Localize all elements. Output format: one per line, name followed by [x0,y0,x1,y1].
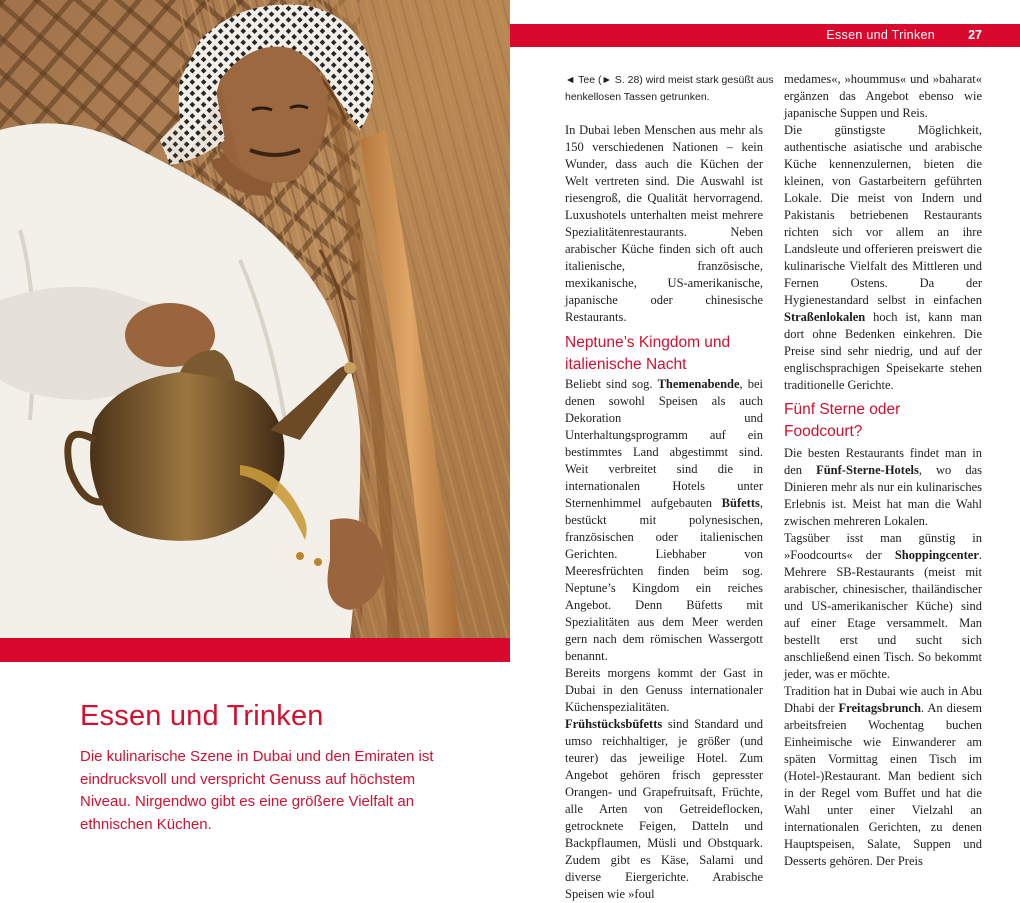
photo-caption: ◄ Tee (► S. 28) wird meist stark gesüßt aus henkellosen Tassen getrunken. [565,74,774,103]
section-heading: Neptune’s Kingdom und italienische Nacht [565,334,731,373]
photo-red-band [0,638,510,662]
body-paragraph [784,530,982,683]
right-page [510,0,1020,901]
body-paragraph [784,445,982,530]
body-paragraph [565,665,763,903]
running-header [510,24,1020,47]
chapter-title: Essen und Trinken [80,700,324,732]
text-run: , bei denen sowohl Speisen als auch Dekoration und Unterhaltungsprogramm auf ein bestimmtes Land abgestimmt sind. Weit verbreitet sind die in internationalen Hotels unter Sternenhimmel aufgebauten [565,377,763,510]
text-run: Tagsüber isst man günstig in »Foodcourts« der [784,531,982,562]
text-run: Die besten Restaurants findet man in den [784,446,982,477]
left-page [0,0,510,897]
bold-term: Fünf-Sterne-Hotels [816,463,919,477]
text-run: sind Standard und umso reichhaltiger, je größer (und teurer) das jeweilige Hotel. Zum Angebot gehören frisch gepresster Orangen- und Grapefruitsaft, Früchte, alle Arten von Getreideflocken, getrocknete Feigen, Datteln und Backpflaumen, Müsli und Obstquark. Zudem gibt es Käse, Salami und diverse Eiergerichte. Arabische Speisen wie »foul [565,717,763,901]
header-title: Essen und Trinken [826,28,935,42]
text-run: Bereits morgens kommt der Gast in Dubai in den Genuss internationaler Küchenspezialitäten. [565,666,763,714]
bold-term: Frühstücksbüfetts [565,717,663,731]
bold-term: Straßenlokalen [784,310,866,324]
chapter-intro: Die kulinarische Szene in Dubai und den Emiraten ist eindrucksvoll und verspricht Genuss auf höchstem Niveau. Nirgendwo gibt es eine größere Vielfalt an ethnischen Küchen. [80,748,434,833]
body-paragraph [784,683,982,870]
text-run: Tradition hat in Dubai wie auch in Abu Dhabi der [784,684,982,715]
section-heading: Fünf Sterne oder Foodcourt? [784,401,901,440]
text-run: . An diesem arbeitsfreien Wochentag buchen Einheimische wie Einwanderer am späten Vormittag einen Tisch im (Hotel-)Restaurant. Man bedient sich in der Regel vom Buffet und hat die Wahl unter einer Vielzahl an internationalen Gerichten, zu denen Hauptspeisen, Salate, Suppen und Desserts gehören. Der Preis [784,701,982,868]
body-paragraph: medames«, »hoummus« und »baharat« ergänzen das Angebot ebenso wie japanische Suppen und Reis. [784,72,982,120]
text-run: Beliebt sind sog. [565,377,658,391]
text-column-1 [565,122,763,903]
coffee-pouring-photo [0,0,510,638]
page-number: 27 [968,28,982,42]
bold-term: Freitagsbrunch [838,701,921,715]
body-paragraph [784,122,982,394]
bold-term: Themenabende [657,377,740,391]
text-run: Die günstigste Möglichkeit, authentische asiatische und arabische Küche kennenzulernen, bieten die kleinen, von Gastarbeitern geführten Lokale. Die meist von Indern und Pakistanis betriebenen Restaurants richten sich vor allem an ihre Landsleute und offerieren preiswert die kulinarische Vielfalt des Mittleren und Fernen Ostens. Da der Hygienestandard selbst in einfachen [784,123,982,307]
text-run: hoch ist, kann man dort ohne Bedenken einkehren. Die Preise sind sehr niedrig, und auf der englischsprachigen Speisekarte stehen traditionelle Gerichte. [784,310,982,392]
text-run: , wo das Dinieren mehr als nur ein kulinarisches Erlebnis ist. Meist hat man die Wahl zwischen mehreren Lokalen. [784,463,982,528]
bold-term: Büfetts [721,496,760,510]
text-run: . Mehrere SB-Restaurants (meist mit arabischer, chinesischer, thailändischer und US-amerikanischer Küche) sind auf einer Etage versammelt. Man bestellt erst und sucht sich anschließend einen Tisch. So bekommt jeder, was er möchte. [784,548,982,681]
bold-term: Shoppingcenter [894,548,979,562]
body-paragraph [565,376,763,665]
body-paragraph: In Dubai leben Menschen aus mehr als 150 verschiedenen Nationen – kein Wunder, dass auch die Küchen der Welt vertreten sind. Die Auswahl ist riesengroß, die Qualität hervorragend. Luxushotels unterhalten meist mehrere Spezialitätenrestaurants. Neben arabischer Küche finden sich oft auch italienische, französische, mexikanische, US-amerikanische, japanische oder chinesische Restaurants. [565,123,763,324]
text-column-2 [784,71,982,870]
text-run: , bestückt mit polynesischen, französischen oder italienischen Gerichten. Liebhaber von Meeresfrüchten finden beim sog. Neptune’s Kingdom ein reiches Angebot. Denn Büfetts mit Spezialitäten aus dem Meer werden gern nach dem römischen Wassergott benannt. [565,496,763,663]
